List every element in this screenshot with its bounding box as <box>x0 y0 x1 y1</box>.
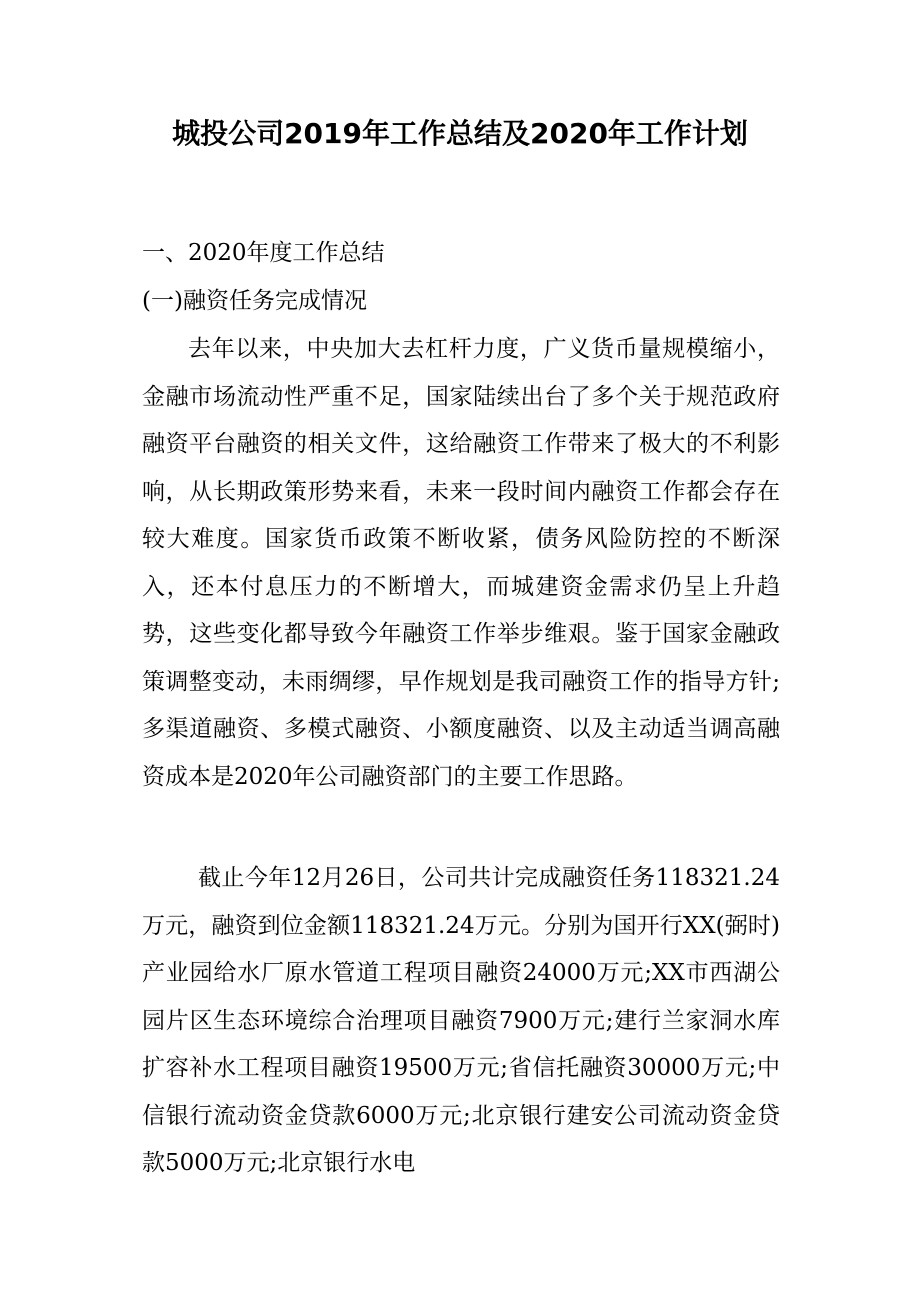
document-title: 城投公司2019年工作总结及2020年工作计划 <box>172 117 748 150</box>
section-heading: 一、2020年度工作总结 <box>142 240 385 266</box>
paragraph-financing-environment: 去年以来，中央加大去杠杆力度，广义货币量规模缩小，金融市场流动性严重不足，国家陆续出台了多个关于规范政府融资平台融资的相关文件，这给融资工作带来了极大的不利影响，从长期政策形势来看，未来一段时间内融资工作都会存在较大难度。国家货币政策不断收紧，债务风险防控的不断深入，还本付息压力的不断增大，而城建资金需求仍呈上升趋势，这些变化都导致今年融资工作举步维艰。鉴于国家金融政策调整变动，未雨绸缪，早作规划是我司融资工作的指导方针;多渠道融资、多模式融资、小额度融资、以及主动适当调高融资成本是2020年公司融资部门的主要工作思路。 <box>142 336 780 790</box>
paragraph-financing-results: 截止今年12月26日，公司共计完成融资任务118321.24万元，融资到位金额118321.24万元。分别为国开行XX(弼时)产业园给水厂原水管道工程项目融资24000万元;XX市西湖公园片区生态环境综合治理项目融资7900万元;建行兰家洞水库扩容补水工程项目融资19500万元;省信托融资30000万元;中信银行流动资金贷款6000万元;北京银行建安公司流动资金贷款5000万元;北京银行水电 <box>142 865 780 1176</box>
subsection-heading: (一)融资任务完成情况 <box>142 288 367 314</box>
